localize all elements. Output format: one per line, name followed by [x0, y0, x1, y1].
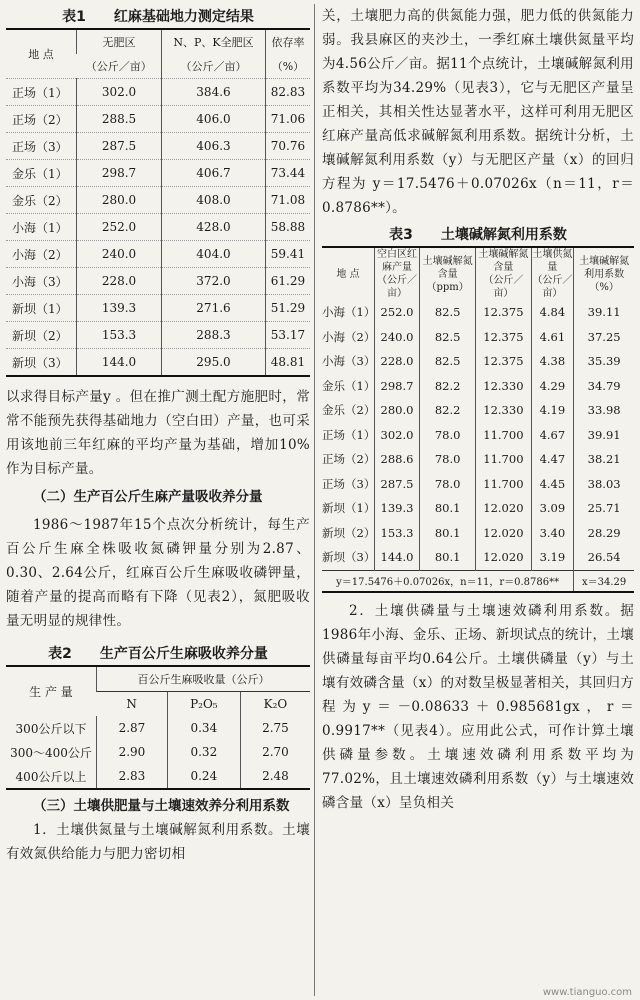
table2-row-cell: 400公斤以上: [15, 769, 87, 784]
watermark: www.tianguo.com: [542, 987, 632, 998]
table3-row-cell: 153.3: [375, 521, 420, 546]
table3-row-cell: 280.0: [375, 398, 420, 423]
table1-row-cell: 408.0: [162, 187, 266, 214]
table3-row-cell: 3.09: [531, 496, 574, 521]
table3-row-cell: 39.11: [574, 300, 634, 325]
table3-row-cell: 新坝（1）: [322, 501, 376, 516]
table3-row-cell: 3.19: [531, 545, 574, 570]
table3-row-cell: 38.21: [574, 447, 634, 472]
right-column: [322, 0, 634, 1000]
table3-row: [322, 545, 634, 570]
table2-row-cell: 2.48: [240, 764, 310, 789]
table1-row-cell: 金乐（1）: [6, 160, 77, 187]
table3-row-cell: 4.67: [531, 423, 574, 448]
table2-row-cell: 0.24: [167, 764, 240, 789]
table1-row: [6, 106, 310, 133]
table3-row-cell: 25.71: [574, 496, 634, 521]
table3-row-cell: 4.29: [531, 374, 574, 399]
table1-header-npk: N、P、K全肥区: [162, 29, 266, 54]
table1-row-cell: 82.83: [265, 79, 310, 106]
table2-row: [6, 764, 310, 789]
table3-row-cell: 12.020: [476, 521, 531, 546]
table3-row-cell: 12.020: [476, 545, 531, 570]
table1-row-cell: 新坝（3）: [6, 349, 77, 377]
table1-row-cell: 406.7: [162, 160, 266, 187]
table3-row-cell: 3.40: [531, 521, 574, 546]
table3-row-cell: 288.6: [375, 447, 420, 472]
table1-row-cell: 58.88: [265, 214, 310, 241]
table3-row-cell: 12.375: [476, 300, 531, 325]
section-heading-2: （二）生产百公斤生麻产量吸收养分量: [33, 489, 263, 505]
table2-header: [6, 666, 310, 692]
table3-row-cell: 39.91: [574, 423, 634, 448]
table1-row-cell: 正场（1）: [6, 79, 77, 106]
table3-row-cell: 228.0: [375, 349, 420, 374]
table2-header-yield: 生 产 量: [29, 685, 73, 699]
table2-header-p: P₂O₅: [167, 692, 240, 717]
table1-row-cell: 139.3: [77, 295, 162, 322]
table3: [322, 246, 634, 593]
table3-row: [322, 521, 634, 546]
table3-caption: 表3 土壤碱解氮利用系数: [389, 227, 567, 243]
table3-row-cell: 12.375: [476, 349, 531, 374]
table3-row-cell: 小海（1）: [322, 305, 376, 320]
table1-caption: 表1 红麻基础地力测定结果: [62, 9, 254, 25]
table1-row-cell: 298.7: [77, 160, 162, 187]
paragraph-absorption: 1986～1987年15个点次分析统计，每生产百公斤生麻全株吸收氮磷钾量分别为2.87、0.30、2.64公斤，红麻百公斤生麻吸收磷钾量，随着产量的提高而略有下降（见表2），氮肥吸收量无明显的规律性。: [6, 517, 310, 629]
table1-header-npk-unit: （公斤／亩）: [162, 54, 266, 79]
table1-row-cell: 59.41: [265, 241, 310, 268]
table1-row-cell: 240.0: [77, 241, 162, 268]
paragraph-phosphorus: 2．土壤供磷量与土壤速效磷利用系数。据1986年小海、金乐、正场、新坝试点的统计，土壤供磷量每亩平均0.64公斤。土壤供磷量（y）与土壤有效磷含量（x）的对数呈极显著相关，其回归方程为y＝－0.08633＋0.985681gx，r＝0.9917**（见表4）。应用此公式，可作计算土壤供磷量参数。土壤速效磷利用系数平均为77.02%，且土壤速效磷利用系数（y）与土壤速效磷含量（x）呈负相关: [322, 602, 634, 811]
table1-row-cell: 144.0: [77, 349, 162, 377]
table1-row-cell: 正场（2）: [6, 106, 77, 133]
table1-row-cell: 288.3: [162, 322, 266, 349]
table1-row-cell: 正场（3）: [6, 133, 77, 160]
table1-row-cell: 小海（2）: [6, 241, 77, 268]
table3-row-cell: 4.45: [531, 472, 574, 497]
table3-footer: [322, 570, 634, 592]
paragraph-nitrogen-supply: 关，土壤肥力高的供氮能力强，肥力低的供氮能力弱。我县麻区的夹沙土，一季红麻土壤供氮量平均为4.56公斤／亩。据11个点统计，土壤碱解氮利用系数平均为34.29%（见表3），它与无肥区产量呈正相关，其相关性达显著水平，这样可利用无肥区红麻产量高低求碱解氮利用系数。据统计分析，土壤碱解氮利用系数（y）与无肥区产量（x）的回归方程为 y＝17.5476＋0.07026x（n＝11，r＝0.8786**）。: [322, 8, 634, 216]
table1-row-cell: 70.76: [265, 133, 310, 160]
table3-row-cell: 12.020: [476, 496, 531, 521]
left-body-text: [6, 385, 310, 633]
table1-row-cell: 新坝（2）: [6, 322, 77, 349]
table1-header-site: 地 点: [28, 48, 54, 61]
table3-row-cell: 240.0: [375, 325, 420, 350]
table1-row-cell: 73.44: [265, 160, 310, 187]
table1-row: [6, 133, 310, 160]
left-body-text-2: [6, 794, 310, 866]
table3-row: [322, 300, 634, 325]
table1-row-cell: 71.08: [265, 187, 310, 214]
table1-row-cell: 406.0: [162, 106, 266, 133]
table2-row-cell: 2.83: [97, 764, 168, 789]
table3-footer-average: x＝34.29: [574, 570, 634, 592]
table1-row: [6, 214, 310, 241]
table3-row-cell: 小海（2）: [322, 329, 376, 344]
table1-row-cell: 302.0: [77, 79, 162, 106]
table3-row-cell: 78.0: [420, 423, 476, 448]
table1-row-cell: 384.6: [162, 79, 266, 106]
table3-header-c5: 土壤碱解氮利用系数 （%）: [574, 247, 634, 300]
table3-row-cell: 28.29: [574, 521, 634, 546]
table3-row-cell: 82.2: [420, 374, 476, 399]
table3-row: [322, 325, 634, 350]
table1-row-cell: 271.6: [162, 295, 266, 322]
table3-header-c4: 土壤供氮量 （公斤／亩）: [532, 249, 573, 299]
table1-row: [6, 79, 310, 106]
table3-header: [322, 247, 634, 300]
table1-row: [6, 349, 310, 377]
table3-row-cell: 正场（2）: [322, 452, 376, 467]
table1-header-nofert: 无肥区: [77, 29, 162, 54]
table3-row-cell: 正场（1）: [322, 427, 376, 442]
table2-row-cell: 2.75: [240, 716, 310, 740]
table1-row-cell: 新坝（1）: [6, 295, 77, 322]
table3-row-cell: 78.0: [420, 447, 476, 472]
table1-header: [6, 29, 310, 54]
table3-row-cell: 78.0: [420, 472, 476, 497]
table1-row: [6, 322, 310, 349]
table2: [6, 665, 310, 790]
table3-row-cell: 4.19: [531, 398, 574, 423]
table3-row-cell: 80.1: [420, 521, 476, 546]
table3-row-cell: 4.61: [531, 325, 574, 350]
table3-row-cell: 金乐（1）: [322, 378, 376, 393]
table1-row: [6, 268, 310, 295]
table1-row-cell: 280.0: [77, 187, 162, 214]
table3-row-cell: 82.5: [420, 349, 476, 374]
table1-row-cell: 228.0: [77, 268, 162, 295]
table3-row-cell: 12.330: [476, 374, 531, 399]
table1-row: [6, 295, 310, 322]
table3-row-cell: 82.2: [420, 398, 476, 423]
table3-row-cell: 11.700: [476, 423, 531, 448]
table1-row-cell: 小海（1）: [6, 214, 77, 241]
table1-row-cell: 404.0: [162, 241, 266, 268]
table3-row-cell: 4.38: [531, 349, 574, 374]
table3-row-cell: 11.700: [476, 447, 531, 472]
table3-header-c2: 土壤碱解氮含量 （ppm）: [420, 247, 476, 300]
table2-row-cell: 2.87: [97, 716, 168, 740]
table3-row-cell: 80.1: [420, 496, 476, 521]
table3-footer-equation: y＝17.5476＋0.07026x，n＝11，r＝0.8786**: [322, 570, 574, 592]
table1-row-cell: 61.29: [265, 268, 310, 295]
paragraph-target-yield: 以求得目标产量y 。但在推广测土配方施肥时，常常不能预先获得基础地力（空白田）产量，也可采用该地前三年红麻的平均产量为基础，增加10%作为目标产量。: [6, 389, 310, 477]
table2-header-group: 百公斤生麻吸收量（公斤）: [97, 666, 311, 692]
table3-row-cell: 252.0: [375, 300, 420, 325]
table3-row-cell: 144.0: [375, 545, 420, 570]
table1-row-cell: 406.3: [162, 133, 266, 160]
table2-row-cell: 0.32: [167, 740, 240, 764]
table1-row: [6, 160, 310, 187]
table3-row: [322, 374, 634, 399]
table3-row-cell: 298.7: [375, 374, 420, 399]
table1-row-cell: 51.29: [265, 295, 310, 322]
table3-row-cell: 11.700: [476, 472, 531, 497]
table1-row-cell: 53.17: [265, 322, 310, 349]
table3-header-c1: 空白区红麻产量 （公斤／亩）: [375, 247, 420, 300]
table1-row-cell: 288.5: [77, 106, 162, 133]
table3-row-cell: 4.84: [531, 300, 574, 325]
table3-header-site: 地 点: [336, 268, 360, 280]
table3-row-cell: 302.0: [375, 423, 420, 448]
table1-row-cell: 372.0: [162, 268, 266, 295]
table1-row-cell: 252.0: [77, 214, 162, 241]
table2-row-cell: 0.34: [167, 716, 240, 740]
table3-row-cell: 82.5: [420, 300, 476, 325]
table2-header-n: N: [97, 692, 168, 717]
table3-header-c3: 土壤碱解氮含量 （公斤／亩）: [476, 247, 531, 300]
table3-row-cell: 287.5: [375, 472, 420, 497]
table1-row-cell: 71.06: [265, 106, 310, 133]
table1-row: [6, 187, 310, 214]
table3-row-cell: 小海（3）: [322, 354, 376, 369]
table3-row-cell: 82.5: [420, 325, 476, 350]
table2-row-cell: 2.70: [240, 740, 310, 764]
table3-row: [322, 349, 634, 374]
table3-row: [322, 398, 634, 423]
table3-row-cell: 新坝（3）: [322, 550, 376, 565]
table3-row-cell: 12.375: [476, 325, 531, 350]
table3-row-cell: 金乐（2）: [322, 403, 376, 418]
table2-row-cell: 300～400公斤: [10, 745, 92, 760]
table3-row-cell: 34.79: [574, 374, 634, 399]
table3-row-cell: 38.03: [574, 472, 634, 497]
table3-row-cell: 12.330: [476, 398, 531, 423]
table3-row-cell: 139.3: [375, 496, 420, 521]
table3-row: [322, 447, 634, 472]
paragraph-soil-nitrogen: 1．土壤供氮量与土壤碱解氮利用系数。土壤有效氮供给能力与肥力密切相: [6, 822, 310, 862]
table3-row-cell: 4.47: [531, 447, 574, 472]
table3-row-cell: 33.98: [574, 398, 634, 423]
table1-row-cell: 295.0: [162, 349, 266, 377]
table3-row: [322, 423, 634, 448]
table3-row-cell: 80.1: [420, 545, 476, 570]
table3-row: [322, 496, 634, 521]
table1: [6, 28, 310, 377]
section-heading-3: （三）土壤供肥量与土壤速效养分利用系数: [33, 798, 290, 814]
table1-row-cell: 287.5: [77, 133, 162, 160]
table1-row-cell: 48.81: [265, 349, 310, 377]
table3-row-cell: 26.54: [574, 545, 634, 570]
table2-row: [6, 716, 310, 740]
table3-row-cell: 35.39: [574, 349, 634, 374]
table2-header-k: K₂O: [240, 692, 310, 717]
table2-caption: 表2 生产百公斤生麻吸收养分量: [48, 646, 268, 662]
table1-row-cell: 小海（3）: [6, 268, 77, 295]
table2-row-cell: 2.90: [97, 740, 168, 764]
table1-row-cell: 428.0: [162, 214, 266, 241]
table2-row: [6, 740, 310, 764]
table3-row-cell: 37.25: [574, 325, 634, 350]
table1-row-cell: 金乐（2）: [6, 187, 77, 214]
table3-row: [322, 472, 634, 497]
table3-row-cell: 新坝（2）: [322, 525, 376, 540]
column-divider: [314, 4, 315, 996]
table2-row-cell: 300公斤以下: [15, 721, 87, 736]
left-column: [6, 0, 310, 1000]
table3-row-cell: 正场（3）: [322, 476, 376, 491]
table1-header-nofert-unit: （公斤／亩）: [85, 60, 152, 73]
table1-header-dep: 依存率: [265, 29, 310, 54]
table1-row: [6, 241, 310, 268]
table1-header-dep-unit: （%）: [265, 54, 310, 79]
table1-row-cell: 153.3: [77, 322, 162, 349]
